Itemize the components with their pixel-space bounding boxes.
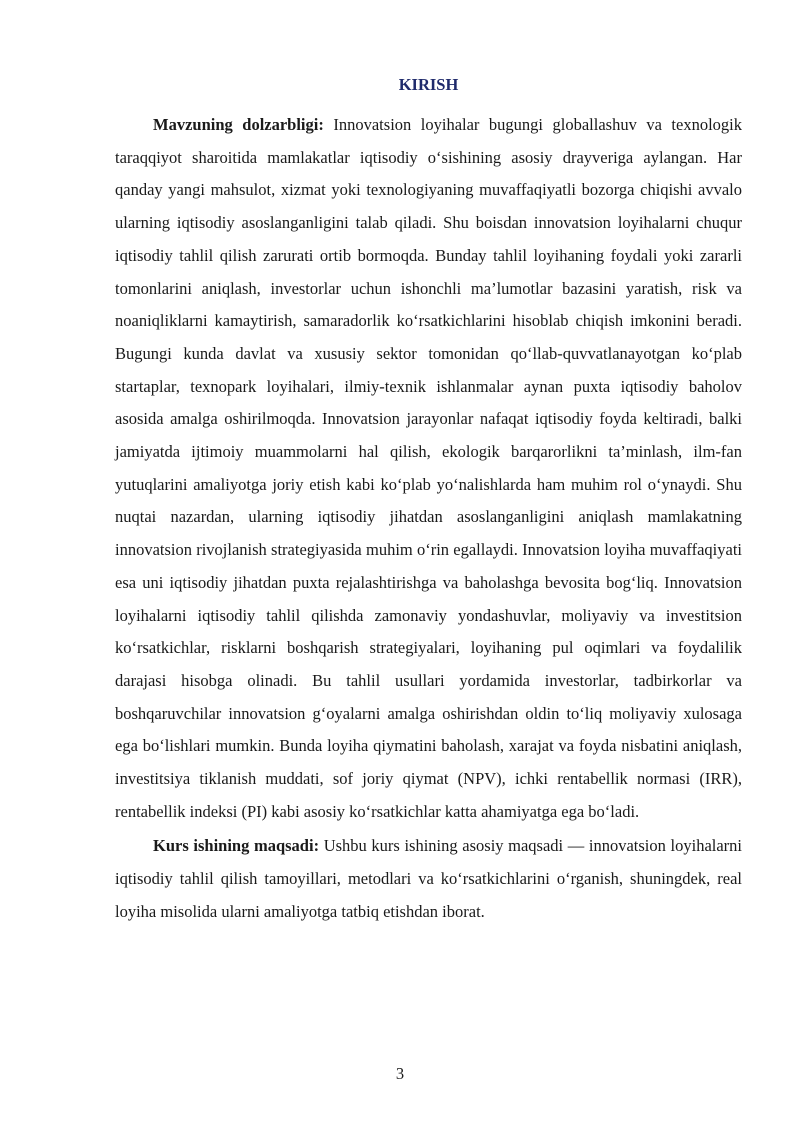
paragraph-lead-goal: Kurs ishining maqsadi: [153,836,320,856]
page-number: 3 [395,1064,405,1083]
paragraph-body-goal: Ushbu kurs ishining asosiy maqsadi — innovatsion loyihalarni iqtisodiy tahlil qilish tamoyillari, metodlari va ko‘rsatkichlarini o‘rganish, shuningdek, real loyiha misolida ularni amaliyotga tatbiq etishdan iborat. [115,836,743,921]
paragraph-body-relevance: Innovatsion loyihalar bugungi globallashuv va texnologik taraqqiyot sharoitida mamlakatlar iqtisodiy o‘sishining asosiy drayveriga aylangan. Har qanday yangi mahsulot, xizmat yoki texnologiyaning muvaffaqiyatli bozorga chiqishi avvalo ularning iqtisodiy asoslanganligini talab qiladi. Shu boisdan innovatsion loyihalarni chuqur iqtisodiy tahlil qilish zarurati ortib bormoqda. Bunday tahlil loyihaning foydali yoki zararli tomonlarini aniqlash, investorlar uchun ishonchli ma’lumotlar bazasini yaratish, risk va noaniqliklarni kamaytirish, samaradorlik ko‘rsatkichlarini hisoblab chiqish imkonini beradi. Bugungi kunda davlat va xususiy sektor tomonidan qo‘llab-quvvatlanayotgan ko‘plab startaplar, texnopark loyihalari, ilmiy-texnik ishlanmalar aynan puxta iqtisodiy baholov asosida amalga oshirilmoqda. Innovatsion jarayonlar nafaqat iqtisodiy foyda keltiradi, balki jamiyatda ijtimoiy muammolarni hal qilish, ekologik barqarorlikni ta’minlash, ilm-fan yutuqlarini amaliyotga joriy etish kabi ko‘plab yo‘nalishlarda ham muhim rol o‘ynaydi. Shu nuqtai nazardan, ularning iqtisodiy jihatdan asoslanganligini aniqlash mamlakatning innovatsion rivojlanish strategiyasida muhim o‘rin egallaydi. Innovatsion loyiha muvaffaqiyati esa uni iqtisodiy jihatdan puxta rejalashtirishga va baholashga bevosita bog‘liq. Innovatsion loyihalarni iqtisodiy tahlil qilishda zamonaviy yondashuvlar, moliyaviy va investitsion ko‘rsatkichlar, risklarni boshqarish strategiyalari, loyihaning pul oqimlari va foydalilik darajasi hisobga olinadi. Bu tahlil usullari yordamida investorlar, tadbirkorlar va boshqaruvchilar innovatsion g‘oyalarni amalga oshirishdan oldin to‘liq moliyaviy xulosaga ega bo‘lishlari mumkin. Bunda loyiha qiymatini baholash, xarajat va foyda nisbatini aniqlash, investitsiya tiklanish muddati, sof joriy qiymat (NPV), ichki rentabellik normasi (IRR), rentabellik indeksi (PI) kabi asosiy ko‘rsatkichlar katta ahamiyatga ega bo‘ladi. [115,115,743,821]
paragraph-relevance [115,109,742,828]
paragraph-lead-relevance: Mavzuning dolzarbligi: [153,115,324,134]
section-title: KIRISH [398,75,459,94]
document-page [115,73,742,929]
paragraph-goal [115,830,742,928]
